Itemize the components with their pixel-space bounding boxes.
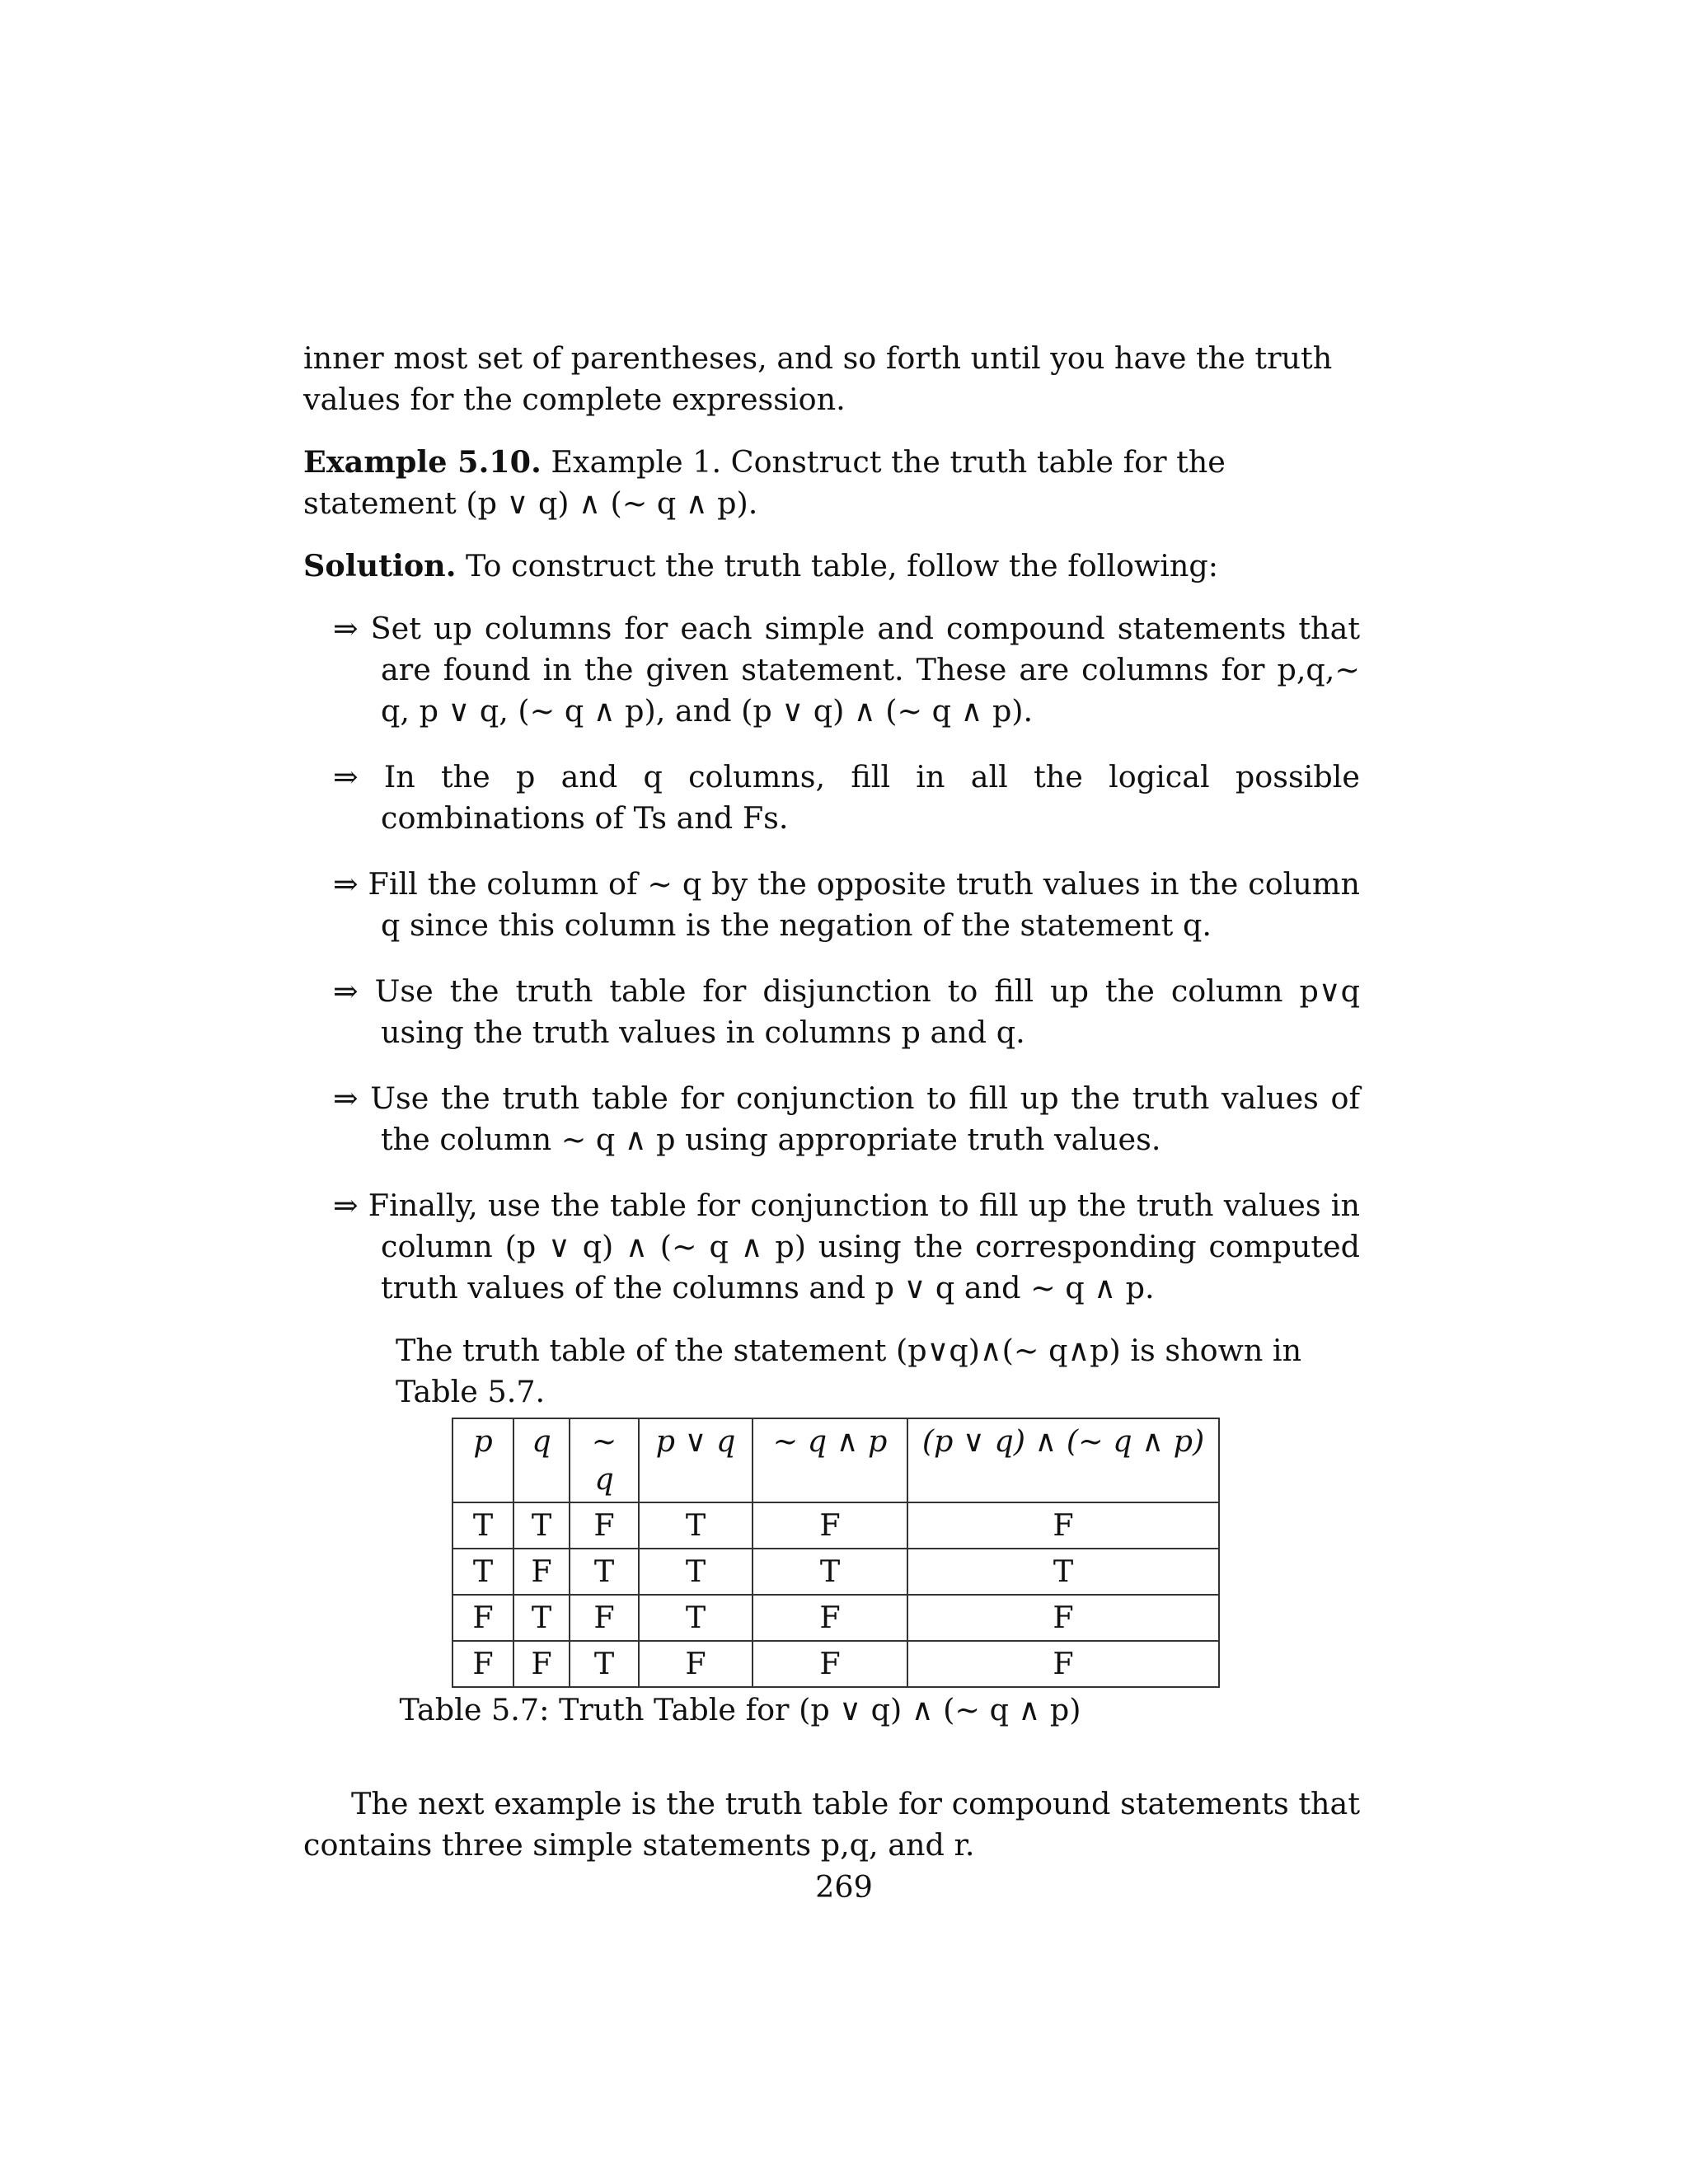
arrow-icon: ⇒ <box>333 973 359 1009</box>
example-label: Example 5.10. <box>303 444 542 480</box>
table-row <box>452 1595 1219 1641</box>
table-cell: F <box>639 1641 753 1687</box>
step-item <box>303 1185 1360 1309</box>
table-cell: F <box>570 1502 639 1549</box>
step-text: Use the truth table for disjunction to fill up the column p∨q using the truth values in columns p and q. <box>374 973 1361 1050</box>
arrow-icon: ⇒ <box>333 1188 359 1223</box>
table-cell: F <box>753 1502 907 1549</box>
step-text: Set up columns for each simple and compound statements that are found in the given statement. These are columns for p,q,~ q, p ∨ q, (~ q ∧ p), and (p ∨ q) ∧ (~ q ∧ p). <box>370 611 1360 729</box>
table-cell: T <box>513 1502 570 1549</box>
table-cell: T <box>570 1549 639 1595</box>
step-item <box>303 971 1360 1053</box>
table-row <box>452 1641 1219 1687</box>
table-caption: Table 5.7: Truth Table for (p ∨ q) ∧ (~ q ∧ p) <box>399 1692 1081 1727</box>
example-paragraph <box>303 442 1360 524</box>
table-cell: T <box>639 1502 753 1549</box>
table-cell: T <box>639 1549 753 1595</box>
table-cell: T <box>513 1595 570 1641</box>
arrow-icon: ⇒ <box>333 759 359 794</box>
intro-paragraph: inner most set of parentheses, and so forth until you have the truth values for the complete expression. <box>303 340 1333 417</box>
page-body <box>303 338 1360 1866</box>
solution-label: Solution. <box>303 548 457 583</box>
arrow-icon: ⇒ <box>333 866 359 902</box>
header-p-or-q: p ∨ q <box>639 1418 753 1502</box>
table-cell: F <box>452 1641 513 1687</box>
step-text: In the p and q columns, fill in all the logical possible combinations of Ts and Fs. <box>381 759 1360 836</box>
table-cell: F <box>907 1595 1219 1641</box>
step-item <box>303 864 1360 946</box>
table-cell: F <box>907 1502 1219 1549</box>
table-cell: F <box>753 1641 907 1687</box>
solution-paragraph <box>303 546 1360 587</box>
table-cell: F <box>907 1641 1219 1687</box>
table-cell: T <box>570 1641 639 1687</box>
table-cell: F <box>513 1641 570 1687</box>
step-item <box>303 757 1360 839</box>
arrow-icon: ⇒ <box>333 1080 359 1116</box>
header-not-q-and-p: ~ q ∧ p <box>753 1418 907 1502</box>
header-not-q: ~ q <box>570 1418 639 1502</box>
table-cell: T <box>639 1595 753 1641</box>
table-cell: T <box>907 1549 1219 1595</box>
table-cell: F <box>753 1595 907 1641</box>
next-example-paragraph: The next example is the truth table for compound statements that contains three simple statements p,q, and r. <box>303 1786 1360 1863</box>
table-row <box>452 1502 1219 1549</box>
table-cell: F <box>513 1549 570 1595</box>
header-q: q <box>513 1418 570 1502</box>
arrow-icon: ⇒ <box>333 611 359 646</box>
header-p: p <box>452 1418 513 1502</box>
step-text: Fill the column of ~ q by the opposite truth values in the column q since this column is the negation of the statement q. <box>368 866 1360 943</box>
table-cell: T <box>753 1549 907 1595</box>
page-number: 269 <box>815 1869 873 1905</box>
table-cell: F <box>570 1595 639 1641</box>
truth-table <box>452 1418 1220 1688</box>
table-row <box>452 1549 1219 1595</box>
step-text: Use the truth table for conjunction to fill up the truth values of the column ~ q ∧ p using appropriate truth values. <box>370 1080 1360 1157</box>
table-lead-text: The truth table of the statement (p∨q)∧(~ q∧p) is shown in Table 5.7. <box>396 1333 1302 1409</box>
step-text: Finally, use the table for conjunction to fill up the truth values in column (p ∨ q) ∧ (~ q ∧ p) using the corresponding computed truth values of the columns and p ∨ q and ~ q ∧ p. <box>368 1188 1360 1305</box>
example-text: Example 1. Construct the truth table for the statement (p ∨ q) ∧ (~ q ∧ p). <box>303 444 1226 521</box>
table-cell: T <box>452 1502 513 1549</box>
header-full-statement: (p ∨ q) ∧ (~ q ∧ p) <box>907 1418 1219 1502</box>
table-cell: T <box>452 1549 513 1595</box>
step-item <box>303 608 1360 732</box>
solution-text: To construct the truth table, follow the following: <box>456 548 1219 583</box>
table-cell: F <box>452 1595 513 1641</box>
step-item <box>303 1078 1360 1160</box>
table-header-row <box>452 1418 1219 1502</box>
